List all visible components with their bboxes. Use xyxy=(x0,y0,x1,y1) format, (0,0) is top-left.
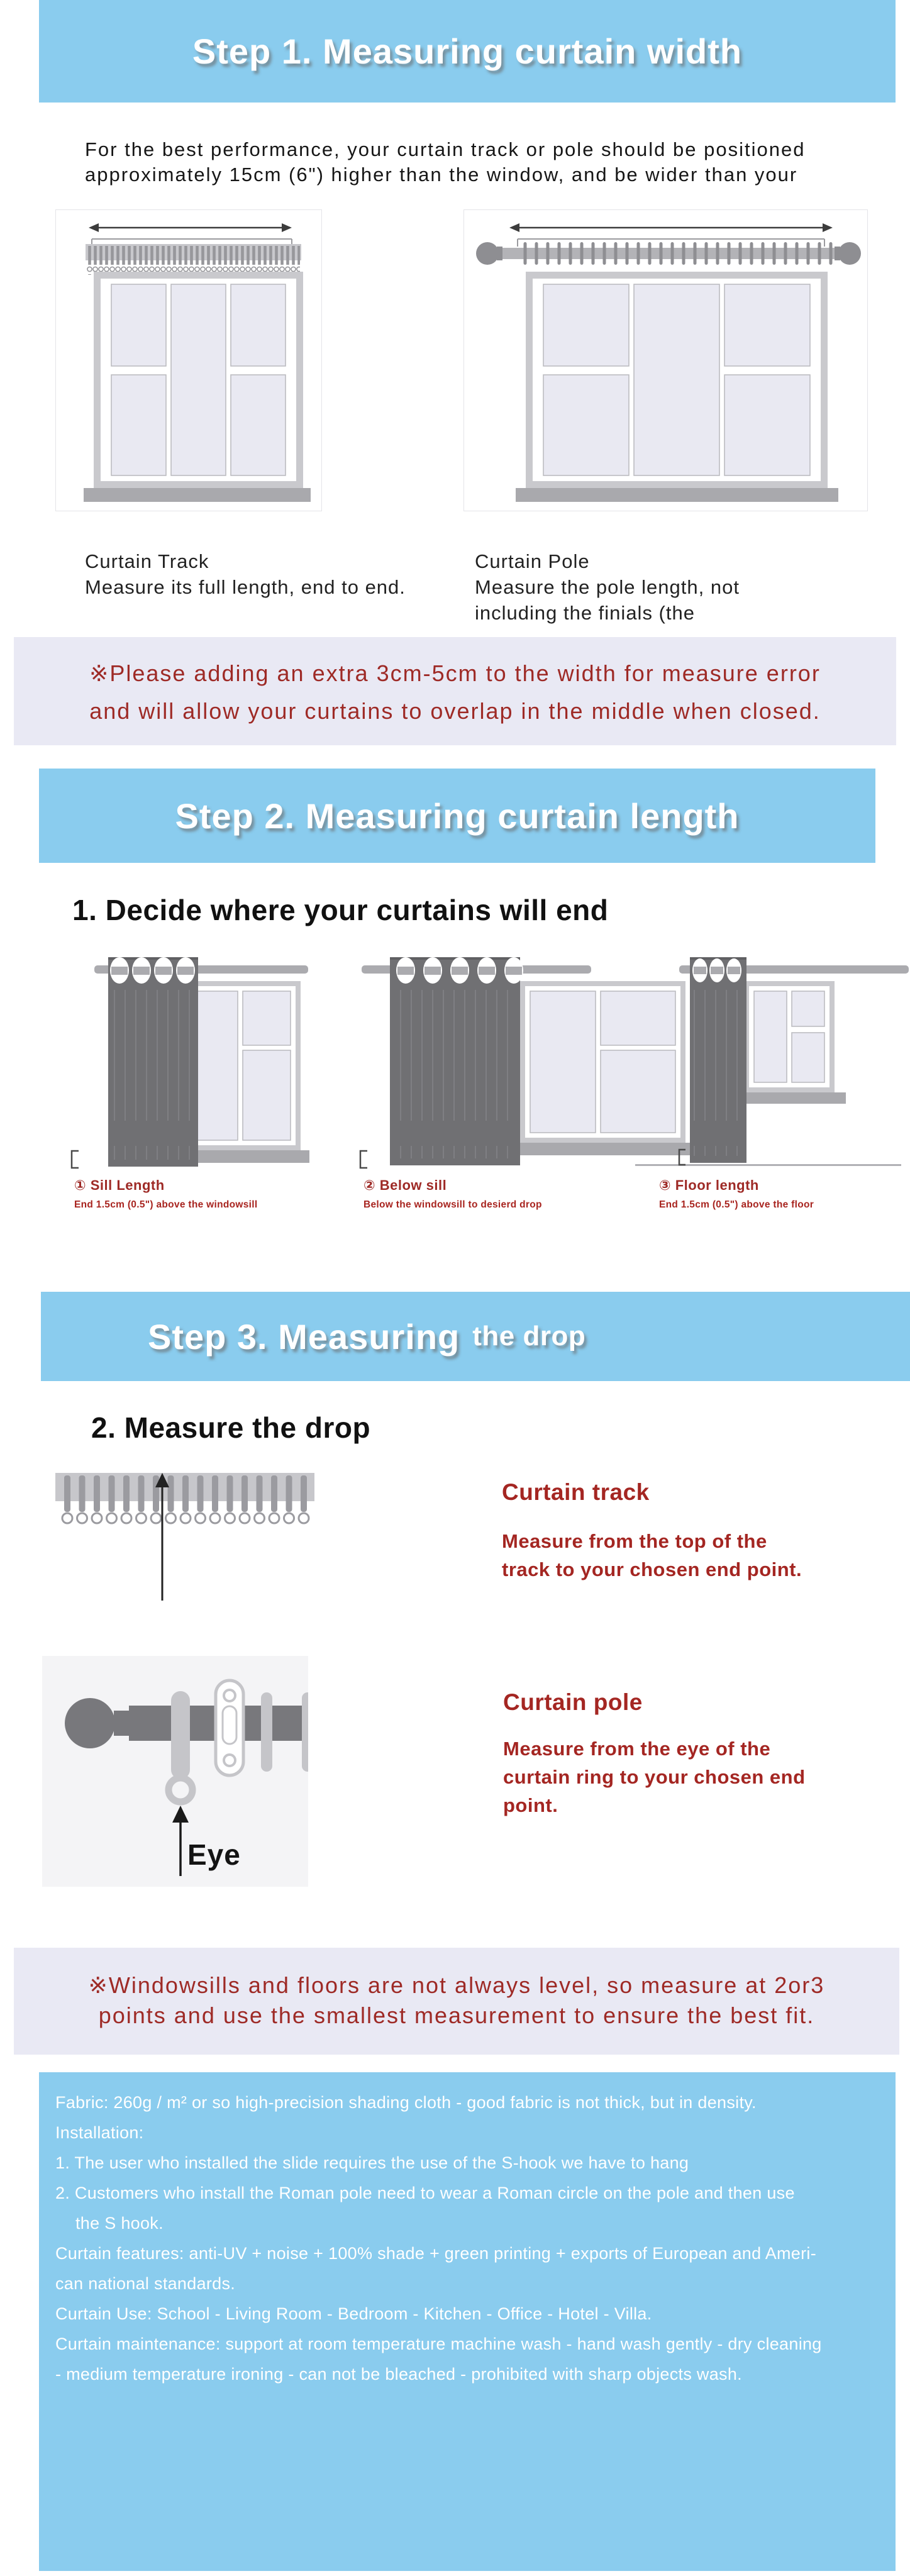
diagram-sill-length xyxy=(66,951,318,1174)
caption-curtain-track xyxy=(85,548,406,600)
level-note xyxy=(14,1948,899,2055)
width-note-line2: and will allow your curtains to overlap in the middle when closed. xyxy=(89,698,821,724)
track-info-desc xyxy=(502,1527,802,1584)
detail-line-maintenance-2: - medium temperature ironing - can not be bleached - prohibited with sharp objects wash. xyxy=(55,2365,742,2384)
measure-mark xyxy=(72,1151,79,1168)
detail-line-fabric: Fabric: 260g / m² or so high-precision shading cloth - good fabric is not thick, but in density. xyxy=(55,2093,757,2112)
finial-left xyxy=(476,242,499,265)
step1-title: Step 1. Measuring curtain width xyxy=(192,31,743,71)
window-panes xyxy=(543,284,810,475)
level-note-line2: points and use the smallest measurement to ensure the best fit. xyxy=(98,2002,815,2028)
track-info-desc-line1: Measure from the top of the xyxy=(502,1530,767,1552)
curtain-ring xyxy=(171,1691,190,1779)
curtain-ring xyxy=(261,1692,272,1772)
step3-title: Step 3. Measuring xyxy=(148,1316,460,1357)
curtain-ring xyxy=(302,1692,308,1772)
curtain-folds xyxy=(394,990,516,1158)
step1-intro-line1: For the best performance, your curtain track or pole should be positioned xyxy=(85,138,806,160)
pole-info-desc-line1: Measure from the eye of the xyxy=(503,1738,771,1760)
ring-eye xyxy=(169,1778,192,1802)
caption-floor-length xyxy=(659,1177,814,1211)
step1-intro xyxy=(85,137,805,187)
caption-floor-length-title: ③ Floor length xyxy=(659,1177,759,1193)
curtain-folds xyxy=(111,990,195,1160)
detail-line-installation: Installation: xyxy=(55,2123,144,2142)
caption-curtain-pole-title: Curtain Pole xyxy=(475,550,590,572)
level-note-line1: ※Windowsills and floors are not always level, so measure at 2or3 xyxy=(88,1972,825,1998)
floor-line xyxy=(635,1164,901,1166)
track-info-desc-line2: track to your chosen end point. xyxy=(502,1558,802,1580)
caption-sill-length-title: ① Sill Length xyxy=(74,1177,165,1193)
track-gliders xyxy=(87,246,300,275)
step2-title: Step 2. Measuring curtain length xyxy=(175,796,740,836)
pole-info-desc xyxy=(503,1735,806,1819)
caption-curtain-track-line: Measure its full length, end to end. xyxy=(85,576,406,598)
window-pole-illustration xyxy=(463,209,868,511)
windowsill xyxy=(730,1092,846,1104)
step3-title-suffix: the drop xyxy=(472,1321,586,1352)
windowsill xyxy=(84,488,311,502)
band-step3 xyxy=(41,1292,910,1381)
windowsill xyxy=(516,488,838,502)
caption-below-sill xyxy=(363,1177,542,1211)
caption-sill-length-desc: End 1.5cm (0.5") above the windowsill xyxy=(74,1199,258,1210)
pole-eye-illustration xyxy=(42,1656,308,1887)
detail-line-features-2: can national standards. xyxy=(55,2274,236,2293)
width-note xyxy=(14,637,896,745)
track-drop-illustration xyxy=(55,1470,314,1604)
pole-rings xyxy=(519,242,834,265)
detail-line-install-2b: the S hook. xyxy=(75,2214,164,2233)
eye-label: Eye xyxy=(187,1838,241,1871)
width-note-line1: ※Please adding an extra 3cm-5cm to the width for measure error xyxy=(89,660,821,686)
step3-subtitle: 2. Measure the drop xyxy=(91,1411,371,1444)
caption-curtain-pole-line1: Measure the pole length, not xyxy=(475,576,740,598)
pole-info-desc-line3: point. xyxy=(503,1794,558,1816)
pole-info-title: Curtain pole xyxy=(503,1689,643,1715)
detail-line-features: Curtain features: anti-UV + noise + 100% shade + green printing + exports of European and Ameri- xyxy=(55,2244,817,2263)
grommets xyxy=(692,958,741,982)
step2-subtitle: 1. Decide where your curtains will end xyxy=(72,894,609,926)
caption-sill-length xyxy=(74,1177,258,1211)
caption-curtain-track-title: Curtain Track xyxy=(85,550,209,572)
detail-line-install-2: 2. Customers who install the Roman pole need to wear a Roman circle on the pole and then use xyxy=(55,2184,795,2202)
caption-curtain-pole xyxy=(475,548,740,626)
detail-line-use: Curtain Use: School - Living Room - Bedroom - Kitchen - Office - Hotel - Villa. xyxy=(55,2304,652,2323)
track-info-title: Curtain track xyxy=(502,1479,650,1505)
measure-mark xyxy=(360,1151,367,1168)
track-gliders xyxy=(60,1475,312,1529)
band-step2 xyxy=(39,769,875,863)
caption-below-sill-desc: Below the windowsill to desierd drop xyxy=(363,1199,542,1210)
caption-below-sill-title: ② Below sill xyxy=(363,1177,447,1193)
curtain-folds xyxy=(692,990,744,1156)
window-panes xyxy=(111,284,286,475)
detail-line-maintenance: Curtain maintenance: support at room temperature machine wash - hand wash gently - dry cleaning xyxy=(55,2334,822,2353)
diagram-floor-length xyxy=(635,951,909,1174)
measure-mark xyxy=(679,1150,685,1165)
pole-info-desc-line2: curtain ring to your chosen end xyxy=(503,1766,806,1788)
caption-floor-length-desc: End 1.5cm (0.5") above the floor xyxy=(659,1199,814,1210)
details-panel xyxy=(39,2072,896,2571)
caption-curtain-pole-line2: including the finials (the xyxy=(475,602,695,624)
finial xyxy=(65,1698,115,1748)
detail-line-install-1: 1. The user who installed the slide requires the use of the S-hook we have to hang xyxy=(55,2153,689,2172)
step1-intro-line2: approximately 15cm (6") higher than the window, and be wider than your xyxy=(85,164,798,186)
finial-right xyxy=(838,242,861,265)
window-track-illustration xyxy=(55,209,322,511)
band-step1 xyxy=(39,0,896,103)
